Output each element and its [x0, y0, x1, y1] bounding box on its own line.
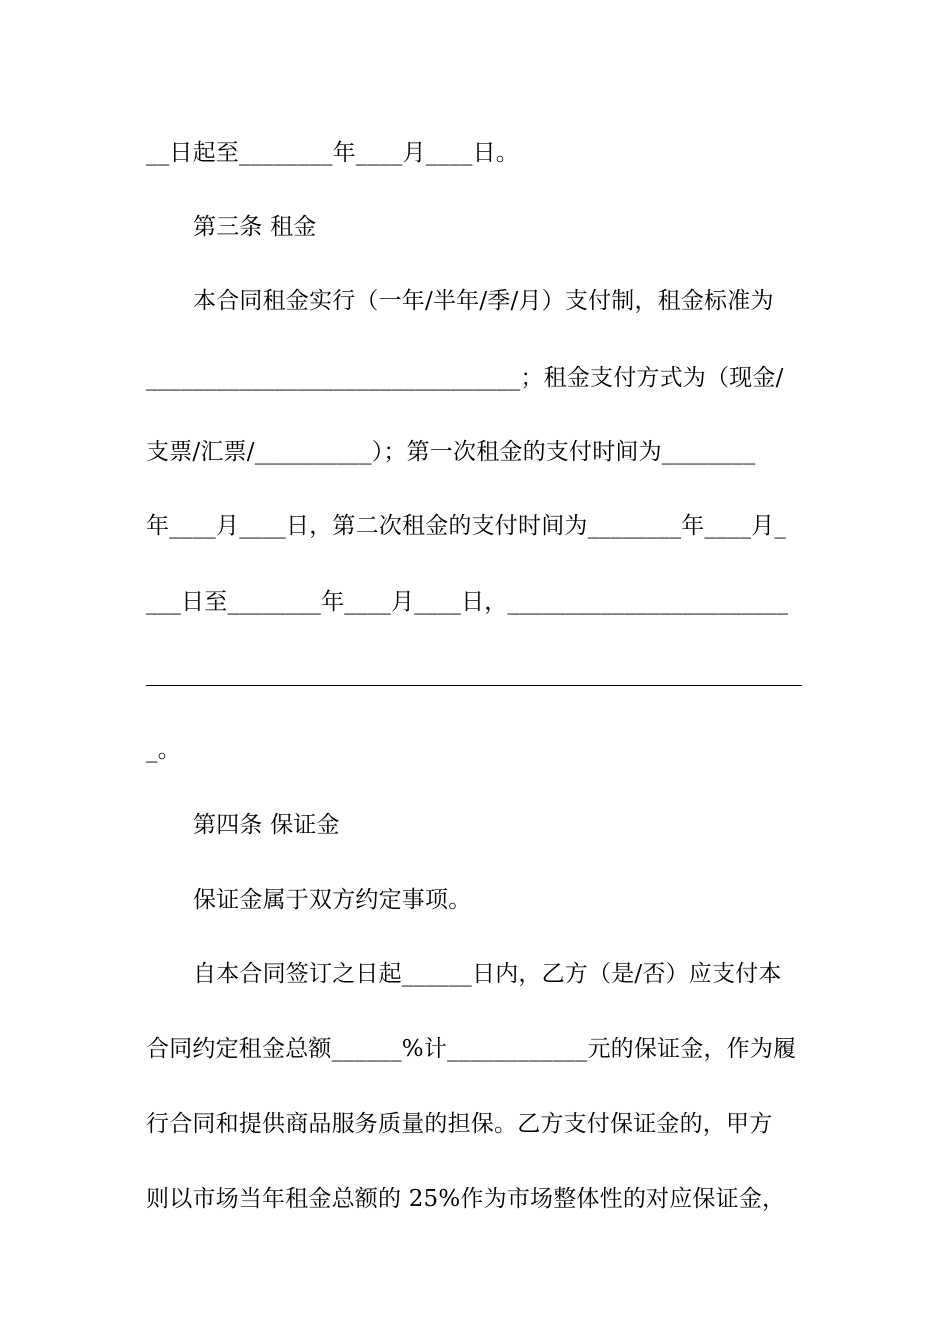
- fill-in-blank-line: [146, 685, 802, 686]
- text-line: 合同约定租金总额______%计____________元的保证金，作为履: [146, 1036, 797, 1062]
- text-line: 保证金属于双方约定事项。: [193, 887, 472, 913]
- text-line: 自本合同签订之日起______日内，乙方（是/否）应支付本: [193, 961, 782, 987]
- text-line: ___日至________年____月____日，________________________: [146, 589, 789, 615]
- text-line: 本合同租金实行（一年/半年/季/月）支付制，租金标准为: [193, 288, 774, 314]
- section-heading-deposit: 第四条 保证金: [193, 812, 340, 838]
- section-heading-rent: 第三条 租金: [193, 214, 317, 240]
- text-line: _。: [146, 737, 181, 763]
- text-line: 则以市场当年租金总额的 25%作为市场整体性的对应保证金，: [146, 1186, 786, 1212]
- text-line: 支票/汇票/__________）；第一次租金的支付时间为________: [146, 439, 756, 465]
- text-line: 行合同和提供商品服务质量的担保。乙方支付保证金的，甲方: [146, 1111, 773, 1137]
- text-line: 年____月____日，第二次租金的支付时间为________年____月_: [146, 513, 787, 539]
- text-line: __日起至________年____月____日。: [146, 140, 519, 166]
- text-line: ________________________________；租金支付方式为（现金/: [146, 365, 784, 391]
